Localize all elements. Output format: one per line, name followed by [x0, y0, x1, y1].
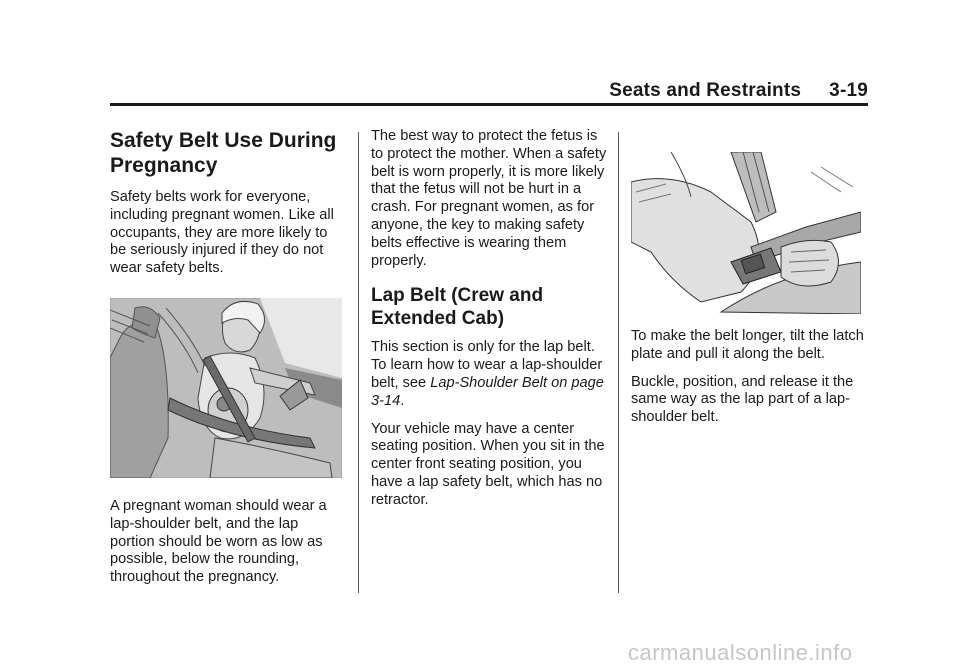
watermark: carmanualsonline.info [628, 640, 853, 665]
section-heading: Safety Belt Use During Pregnancy [110, 129, 337, 177]
column-1 [110, 128, 345, 597]
paragraph: The best way to protect the fetus is to protect the mother. When a safety belt is worn properly, it is more likely that the fetus will not be hurt in a crash. For pregnant women, as for anyone, the key to making safety belts effective is wearing them properly. [371, 128, 607, 269]
column-2 [371, 128, 609, 520]
paragraph-text: . [400, 392, 405, 409]
paragraph: To make the belt longer, tilt the latch plate and pull it along the belt. [631, 328, 864, 362]
column-3 [631, 128, 869, 437]
lap-belt-illustration [631, 152, 861, 314]
column-divider [358, 132, 359, 593]
page-header [110, 80, 868, 104]
page-number: 3-19 [829, 80, 868, 101]
column-divider [618, 132, 619, 593]
header-rule [110, 103, 868, 106]
lap-belt-latch-illustration [631, 152, 869, 314]
pregnant-woman-illustration [110, 298, 342, 478]
paragraph [371, 339, 609, 410]
cross-reference-link[interactable]: Lap-Shoulder Belt on page 3-14 [371, 374, 604, 409]
section-title: Seats and Restraints [609, 80, 802, 101]
paragraph: A pregnant woman should wear a lap-shoulder belt, and the lap portion should be worn as low as possible, below the rounding, throughout the pregnancy. [110, 497, 327, 586]
paragraph-text: This section is only for the lap belt. To learn how to wear a lap-shoulder belt, see [371, 339, 603, 391]
paragraph: Safety belts work for everyone, including pregnant women. Like all occupants, they are more likely to be seriously injured if they do not wear safety belts. [110, 189, 334, 277]
paragraph: Buckle, position, and release it the same way as the lap part of a lap-shoulder belt. [631, 373, 854, 426]
paragraph: Your vehicle may have a center seating position. When you sit in the center front seating position, you have a lap safety belt, which has no retractor. [371, 420, 605, 508]
section-heading: Lap Belt (Crew and Extended Cab) [371, 285, 544, 330]
pregnant-woman-belt-illustration [110, 298, 345, 478]
